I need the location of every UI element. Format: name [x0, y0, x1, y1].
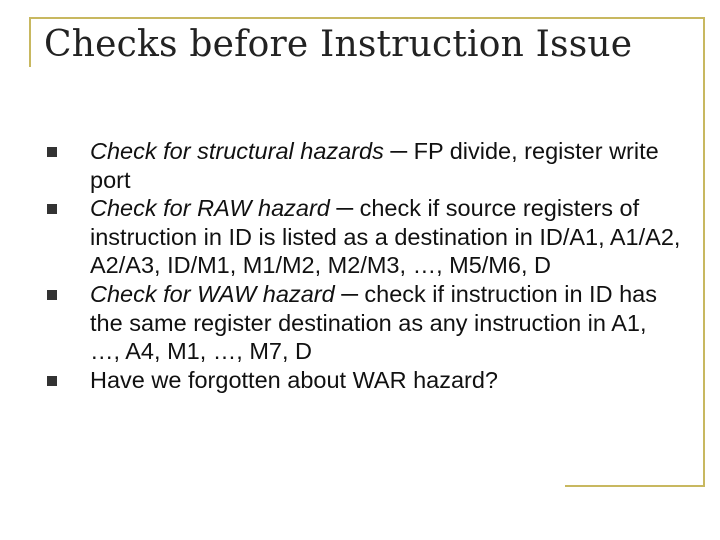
frame-top-line [29, 17, 705, 19]
square-bullet-icon [47, 376, 57, 386]
slide-title: Checks before Instruction Issue [44, 24, 633, 65]
square-bullet-icon [47, 290, 57, 300]
bullet-text: check if instruction in ID has the same register destination as any instruction in A1, …, A4, M1, …, M7, D [90, 280, 657, 365]
bullet-separator: ─ [334, 280, 365, 307]
bullet-item-structural [42, 137, 682, 194]
bullet-lead: Check for RAW hazard [90, 195, 330, 222]
bullet-lead: Check for structural hazards [90, 138, 384, 164]
bullet-text: Have we forgotten about WAR hazard? [90, 366, 498, 393]
frame-bottom-line [565, 485, 705, 487]
bullet-item-raw [42, 194, 682, 280]
frame-left-line [29, 17, 31, 67]
square-bullet-icon [47, 204, 57, 214]
bullet-separator: ─ [383, 138, 414, 164]
bullet-lead: Check for WAW hazard [90, 280, 335, 307]
bullet-list [42, 137, 682, 394]
bullet-item-waw [42, 280, 682, 366]
bullet-separator: ─ [329, 195, 360, 222]
bullet-item-war [42, 366, 682, 395]
square-bullet-icon [47, 147, 57, 157]
frame-right-line [703, 17, 705, 487]
bullet-text: check if source registers of instruction in ID is listed as a destination in ID/A1, A1/A2, A2/A3, ID/M1, M1/M2, M2/M3, …, M5/M6, D [90, 195, 681, 279]
bullet-text: FP divide, register write port [90, 138, 659, 193]
